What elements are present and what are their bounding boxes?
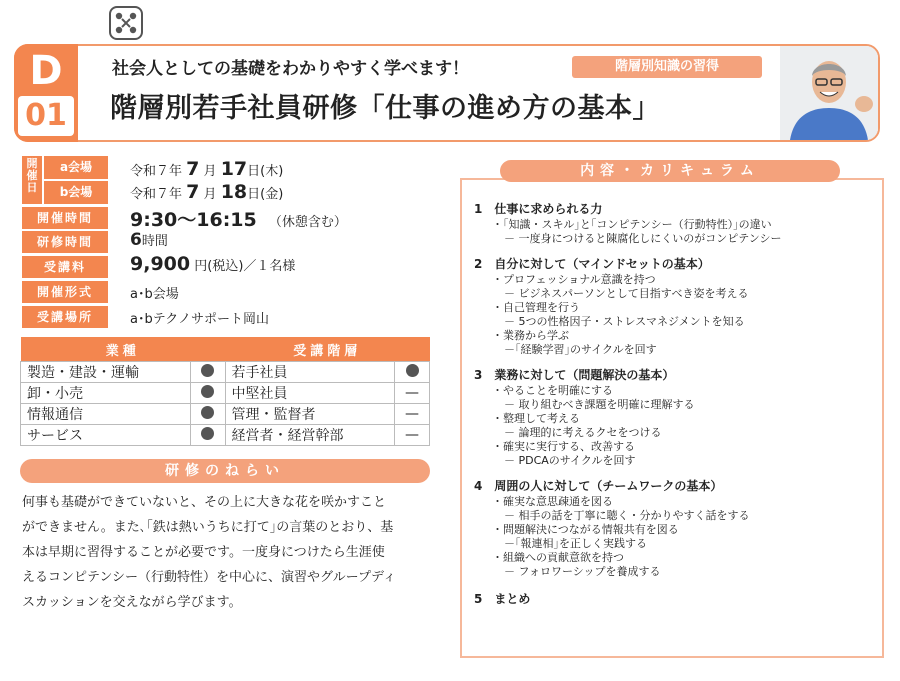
curriculum-item: ・確実に実行する、改善する — [492, 440, 635, 453]
table-row — [21, 404, 430, 425]
target-dot-icon — [201, 364, 214, 377]
fee-label: 受講料 — [22, 256, 108, 278]
curriculum-detail: －｢報連相｣を正しく実践する — [504, 537, 647, 550]
time-value: 9:30～16:15 — [130, 209, 257, 231]
date-label-top: 開催 — [26, 157, 38, 182]
aim-text — [22, 490, 434, 615]
industry-mark — [190, 404, 225, 425]
date-b-suffix: 日(金) — [247, 187, 284, 202]
curriculum-detail: － 5つの性格因子・ストレスマネジメントを知る — [504, 315, 745, 328]
curriculum-item: ・確実な意思疎通を図る — [492, 495, 613, 508]
date-label — [22, 156, 42, 204]
industry-mark — [190, 425, 225, 446]
target-dot-icon — [201, 427, 214, 440]
curriculum-detail: － 取り組むべき課題を明確に理解する — [504, 398, 695, 411]
hours-label: 研修時間 — [22, 231, 108, 253]
industry-mark — [190, 383, 225, 404]
industry-cell: 情報通信 — [21, 404, 191, 425]
target-dot-icon — [406, 364, 419, 377]
curriculum-detail: － 論理的に考えるクセをつける — [504, 426, 662, 439]
target-dot-icon — [201, 406, 214, 419]
date-a-month-unit: 月 — [203, 164, 217, 179]
industry-mark — [190, 362, 225, 383]
curriculum-detail: － 相手の話を丁寧に聴く・分かりやすく話をする — [504, 509, 750, 522]
aim-line: ができません。また､｢鉄は熱いうちに打て｣の言葉のとおり、基 — [22, 520, 394, 535]
date-a-month: 7 — [186, 158, 200, 180]
date-label-a: a会場 — [44, 156, 108, 179]
curriculum-item: ・｢知識・スキル｣と｢コンピテンシー（行動特性）｣の違い — [492, 218, 772, 231]
aim-line: 本は早期に習得することが必要です。一度身につけたら生涯使 — [22, 545, 385, 560]
date-a-suffix: 日(木) — [247, 164, 284, 179]
venue-value: a･bテクノサポート岡山 — [130, 312, 269, 327]
category-tag: 階層別知識の習得 — [572, 56, 762, 78]
target-dot-icon — [201, 385, 214, 398]
curriculum-item: ・整理して考える — [492, 412, 580, 425]
aim-line: えるコンピテンシー（行動特性）を中心に、演習やグループディ — [22, 570, 396, 585]
curriculum-section: 3 業務に対して（問題解決の基本） — [474, 368, 675, 382]
venue-label: 受講場所 — [22, 306, 108, 328]
date-b-day: 18 — [220, 181, 248, 203]
aim-line: スカッションを交えながら学びます。 — [22, 595, 242, 610]
time-label: 開催時間 — [22, 207, 108, 229]
instructor-photo — [780, 46, 878, 140]
course-code-number: 01 — [25, 98, 67, 133]
curriculum-detail: － 一度身につけると陳腐化しにくいのがコンピテンシー — [504, 232, 782, 245]
aim-line: 何事も基礎ができていないと、その上に大きな花を咲かすこと — [22, 495, 387, 510]
hours-value: 6 — [130, 230, 142, 250]
level-cell: 中堅社員 — [225, 383, 395, 404]
page-title: 階層別若手社員研修「仕事の進め方の基本」 — [110, 93, 660, 124]
format-value: a･b会場 — [130, 287, 179, 302]
hours-unit: 時間 — [141, 234, 168, 249]
date-a-day: 17 — [220, 158, 248, 180]
level-mark — [395, 362, 430, 383]
format-label: 開催形式 — [22, 281, 108, 303]
fee-value: 9,900 — [130, 253, 191, 275]
curriculum-item: ・やることを明確にする — [492, 384, 613, 397]
table-row — [21, 383, 430, 404]
curriculum-detail: － ビジネスパーソンとして目指すべき姿を考える — [504, 287, 749, 300]
date-label-b: b会場 — [44, 181, 108, 204]
curriculum-section: 5 まとめ — [474, 592, 531, 606]
curriculum-detail: － フォロワーシップを養成する — [504, 565, 661, 578]
curriculum-detail: －｢経験学習｣のサイクルを回す — [504, 343, 657, 356]
curriculum-item: ・業務から学ぶ — [492, 329, 569, 342]
date-b-month: 7 — [186, 181, 200, 203]
course-code-letter: D — [29, 48, 63, 94]
date-b-month-unit: 月 — [203, 187, 217, 202]
industry-cell: 製造・建設・運輸 — [21, 362, 191, 383]
people-group-icon — [109, 6, 143, 40]
industry-level-table — [20, 337, 430, 446]
curriculum-detail: － PDCAのサイクルを回す — [504, 454, 636, 467]
date-b-value — [130, 181, 283, 203]
time-note: （休憩含む） — [268, 215, 347, 230]
level-mark: — — [395, 404, 430, 425]
table-row — [21, 362, 430, 383]
date-a-prefix: 令和７年 — [130, 164, 183, 179]
date-a-value — [130, 158, 283, 180]
curriculum-section: 1 仕事に求められる力 — [474, 202, 603, 216]
level-cell: 経営者・経営幹部 — [225, 425, 395, 446]
curriculum-item: ・組織への貢献意欲を持つ — [492, 551, 624, 564]
curriculum-heading: 内容・カリキュラム — [500, 160, 840, 182]
level-cell: 管理・監督者 — [225, 404, 395, 425]
aim-heading: 研修のねらい — [20, 459, 430, 483]
fee-value-row — [130, 253, 295, 275]
table-row — [21, 425, 430, 446]
curriculum-item: ・プロフェッショナル意識を持つ — [492, 273, 656, 286]
industry-cell: 卸・小売 — [21, 383, 191, 404]
level-mark: — — [395, 383, 430, 404]
fee-unit: 円(税込)／１名様 — [194, 259, 296, 274]
curriculum-item: ・自己管理を行う — [492, 301, 580, 314]
curriculum-section: 2 自分に対して（マインドセットの基本） — [474, 257, 710, 271]
level-cell: 若手社員 — [225, 362, 395, 383]
date-label-bottom: 日 — [26, 181, 38, 194]
level-mark: — — [395, 425, 430, 446]
tagline: 社会人としての基礎をわかりやすく学べます！ — [112, 59, 469, 79]
date-b-prefix: 令和７年 — [130, 187, 183, 202]
level-header: 受講階層 — [225, 337, 430, 362]
curriculum-item: ・問題解決につながる情報共有を図る — [492, 523, 679, 536]
industry-cell: サービス — [21, 425, 191, 446]
curriculum-section: 4 周囲の人に対して（チームワークの基本） — [474, 479, 723, 493]
time-value-row — [130, 205, 347, 232]
hours-value-row — [130, 230, 168, 250]
industry-header: 業種 — [21, 337, 226, 362]
